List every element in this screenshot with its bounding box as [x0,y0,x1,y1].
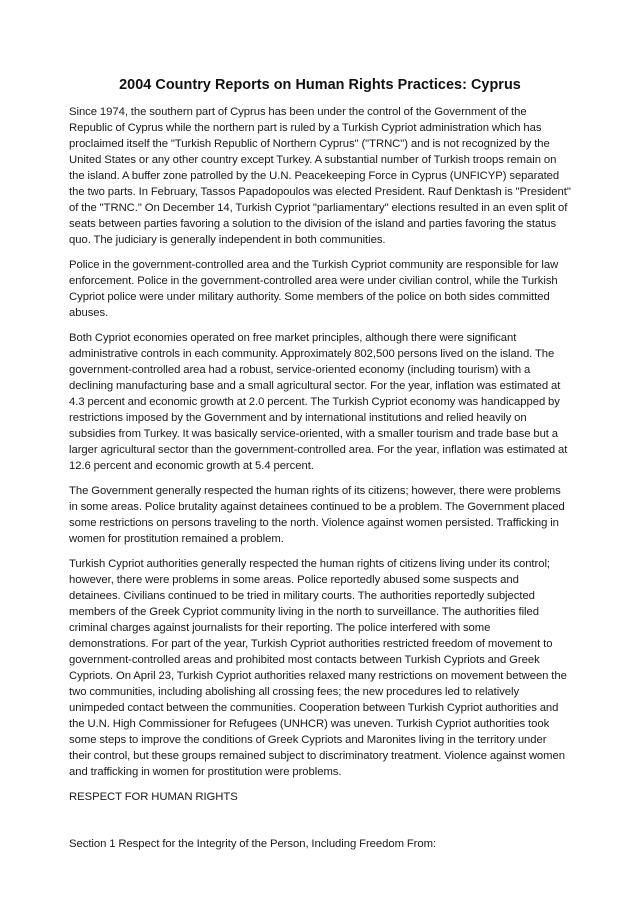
section-title: Section 1 Respect for the Integrity of the Person, Including Freedom From: [69,838,437,850]
paragraph-economy: Both Cypriot economies operated on free market principles, although there were significant administrative controls in each community. Approximately 802,500 persons lived on the island. The government-controlled area had a robust, service-oriented economy (including tourism) with a declining manufacturing base and a small agricultural sector. For the year, inflation was estimated at 4.3 percent and economic growth at 2.0 percent. The Turkish Cypriot economy was handicapped by restrictions imposed by the Government and by international institutions and relied heavily on subsidies from Turkey. It was basically service-oriented, with a smaller tourism and trade base but a larger agricultural sector than the government-controlled area. For the year, inflation was estimated at 12.6 percent and economic growth at 5.4 percent. [69,332,568,472]
paragraph-police: Police in the government-controlled area and the Turkish Cypriot community are responsible for law enforcement. Police in the government-controlled area were under civilian control, while the Turkish Cypriot police were under military authority. Some members of the police on both sides committed abuses. [69,259,559,319]
paragraph-government-rights: The Government generally respected the human rights of its citizens; however, there were problems in some areas. Police brutality against detainees continued to be a problem. The Government placed some restrictions on persons traveling to the north. Violence against women persisted. Trafficking in women for prostitution remained a problem. [69,485,565,545]
section-heading: RESPECT FOR HUMAN RIGHTS [69,791,238,803]
paragraph-overview: Since 1974, the southern part of Cyprus has been under the control of the Government of the Republic of Cyprus while the northern part is ruled by a Turkish Cypriot administration which has proclaimed itself the "Turkish Republic of Northern Cyprus" ("TRNC") and is not recognized by the United States or any other country except Turkey. A substantial number of Turkish troops remain on the island. A buffer zone patrolled by the U.N. Peacekeeping Force in Cyprus (UNFICYP) separated the two parts. In February, Tassos Papadopoulos was elected President. Rauf Denktash is "President" of the "TRNC." On December 14, Turkish Cypriot "parliamentary" elections resulted in an even split of seats between parties favoring a solution to the division of the island and parties favoring the status quo. The judiciary is generally independent in both communities. [69,106,571,246]
document-title: 2004 Country Reports on Human Rights Practices: Cyprus [119,77,521,93]
document-page [69,76,571,852]
paragraph-turkish-cypriot-rights: Turkish Cypriot authorities generally respected the human rights of citizens living under its control; however, there were problems in some areas. Police reportedly abused some suspects and detainees. Civilians continued to be tried in military courts. The authorities reportedly subjected members of the Greek Cypriot community living in the north to surveillance. The authorities filed criminal charges against journalists for their reporting. The police interfered with some demonstrations. For part of the year, Turkish Cypriot authorities restricted freedom of movement to government-controlled areas and prohibited most contacts between Turkish Cypriots and Greek Cypriots. On April 23, Turkish Cypriot authorities relaxed many restrictions on movement between the two communities, including abolishing all crossing fees; the new procedures led to relatively unimpeded contact between the communities. Cooperation between Turkish Cypriot authorities and the U.N. High Commissioner for Refugees (UNHCR) was uneven. Turkish Cypriot authorities took some steps to improve the conditions of Greek Cypriots and Maronites living in the territory under their control, but these groups remained subject to discriminatory treatment. Violence against women and trafficking in women for prostitution were problems. [69,558,567,778]
